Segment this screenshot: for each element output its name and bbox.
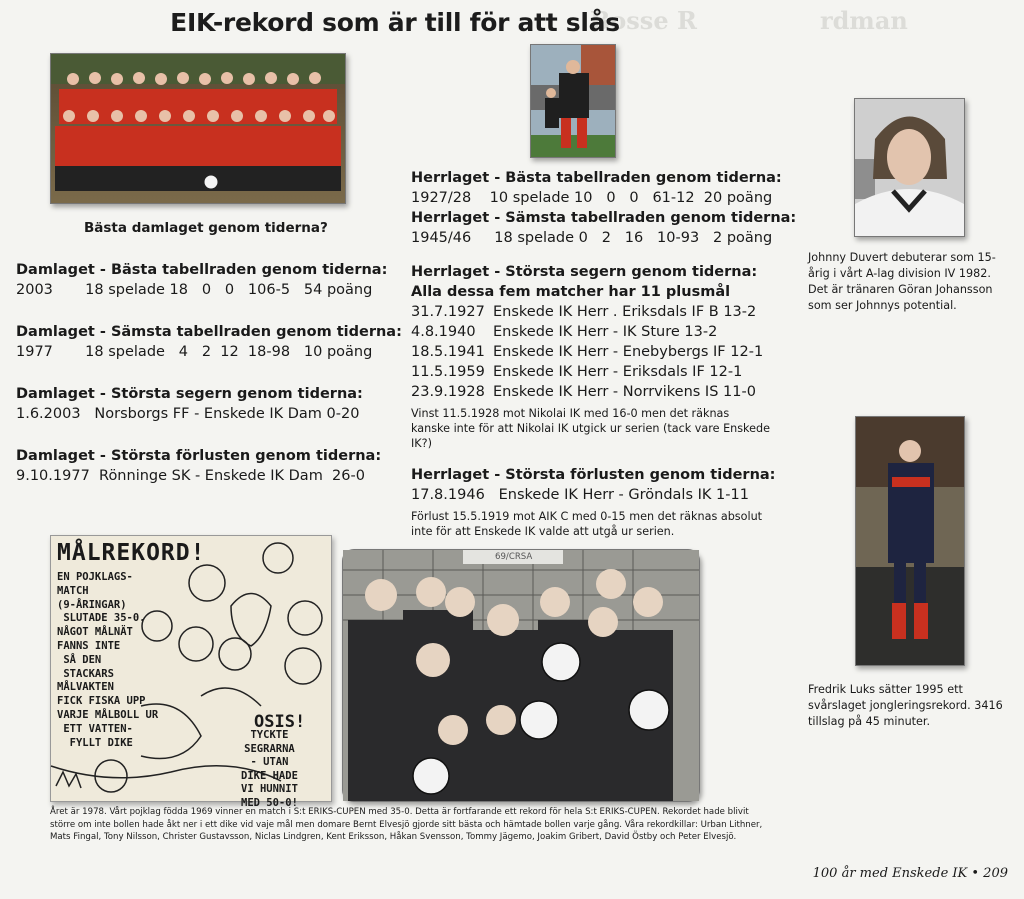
page-footer: 100 år med Enskede IK • 209 (812, 866, 1008, 881)
win-date: 18.5.1941 (411, 344, 485, 360)
list-item (411, 302, 791, 322)
mens-records (411, 168, 797, 539)
mens-worst-heading: Herrlaget - Sämsta tabellraden genom tiderna: (411, 210, 797, 226)
bottom-caption: Året är 1978. Vårt pojklag födda 1969 vinner en match i S:t ERIKS-CUPEN med 35-0. Detta är fortfarande ett rekord för hela S:t ERIKS-CUPEN. Rekordet hade blivit större om inte bollen hade åkt ner i ett dike vid vaje mål men domare Bernt Elvesjö gjorde sitt bästa och hämtade bollen varje gång. Våra rekordkillar: Urban Lithner, Mats Fingal, Tony Nilsson, Christer Gustavsson, Niclas Lindgren, Kent Eriksson, Håkan Svensson, Tommy Jägemo, Joakim Gribert, David Östby och Peter Elvesjö. (50, 807, 763, 842)
cartoon-speech: TYCKTE SEGRARNA - UTAN DIKE HADE VI HUNNIT MED 50-0! (241, 729, 298, 809)
womens-biggest-win (16, 384, 376, 424)
mens-win-heading: Herrlaget - Största segern genom tiderna: (411, 264, 758, 280)
mens-worst-row: 1945/46 18 spelade 0 2 16 10-93 2 poäng (411, 230, 773, 246)
womens-win-row: 1.6.2003 Norsborgs FF - Enskede IK Dam 0-20 (16, 406, 360, 422)
win-match: Enskede IK Herr - Norrvikens IS 11-0 (493, 384, 756, 400)
womens-worst-row: 1977 18 spelade 4 2 12 18-98 10 poäng (16, 344, 373, 360)
win-match: Enskede IK Herr - IK Sture 13-2 (493, 324, 718, 340)
mens-best-row: 1927/28 10 spelade 10 0 0 61-12 20 poäng (411, 190, 773, 206)
mens-win-subheading: Alla dessa fem matcher har 11 plusmål (411, 284, 731, 300)
mens-best-heading: Herrlaget - Bästa tabellraden genom tiderna: (411, 170, 782, 186)
page-title: EIK-rekord som är till för att slås (170, 8, 620, 37)
win-date: 31.7.1927 (411, 304, 485, 320)
fredrik-caption: Fredrik Luks sätter 1995 ett svårslaget jongleringsrekord. 3416 tillslag på 45 minuter. (808, 683, 1003, 728)
win-match: Enskede IK Herr - Enebybergs IF 12-1 (493, 344, 764, 360)
cartoon-text: EN POJKLAGS- MATCH (9-ÅRINGAR) SLUTADE 35-0. NÅGOT MÅLNÄT FANNS INTE SÅ DEN STACKARS MÅLVAKTEN FICK FISKA UPP VARJE MÅLBOLL UR ETT VATTEN- FYLLT DIKE (57, 571, 159, 749)
johnny-duvert-photo (854, 98, 965, 237)
ghost-text-right: rdman (820, 6, 908, 35)
mens-loss-note: Förlust 15.5.1919 mot AIK C med 0-15 men det räknas absolut inte för att Enskede IK valde att utgå ur serien. (411, 510, 763, 538)
womens-win-heading: Damlaget - Största segern genom tiderna: (16, 386, 363, 402)
team-photo-label: 69/CRSA (495, 552, 533, 562)
womens-loss-row: 9.10.1977 Rönninge SK - Enskede IK Dam 26-0 (16, 468, 365, 484)
malrekord-cartoon (50, 535, 332, 809)
cartoon-title: MÅLREKORD! (57, 540, 206, 566)
womens-team-photo (50, 53, 346, 204)
mens-win-list (411, 302, 791, 402)
womens-worst-heading: Damlaget - Sämsta tabellraden genom tiderna: (16, 324, 402, 340)
womens-best-heading: Damlaget - Bästa tabellraden genom tiderna: (16, 262, 388, 278)
womens-photo-caption: Bästa damlaget genom tiderna? (84, 220, 328, 236)
list-item (411, 382, 791, 402)
womens-best-row: 2003 18 spelade 18 0 0 106-5 54 poäng (16, 282, 373, 298)
womens-records (16, 260, 402, 486)
mens-win-note: Vinst 11.5.1928 mot Nikolai IK med 16-0 men det räknas kanske inte för att Nikolai IK utgick ur serien (tack vare Enskede IK?) (411, 407, 771, 450)
win-date: 23.9.1928 (411, 384, 485, 400)
johnny-caption: Johnny Duvert debuterar som 15-årig i vårt A-lag division IV 1982. Det är tränaren Göran Johansson som ser Johnnys potential. (808, 251, 996, 312)
mens-loss-row: 17.8.1946 Enskede IK Herr - Gröndals IK 1-11 (411, 487, 749, 503)
boys-team-photo (342, 549, 700, 802)
win-match: Enskede IK Herr - Eriksdals IF 12-1 (493, 364, 743, 380)
win-date: 4.8.1940 (411, 324, 476, 340)
womens-worst (16, 322, 402, 362)
list-item (411, 342, 791, 362)
win-date: 11.5.1959 (411, 364, 485, 380)
womens-loss-heading: Damlaget - Största förlusten genom tiderna: (16, 448, 382, 464)
ghost-text-left: Bosse R (590, 6, 697, 35)
womens-best (16, 260, 388, 300)
list-item (411, 362, 791, 382)
win-match: Enskede IK Herr . Eriksdals IF B 13-2 (493, 304, 757, 320)
mens-celebration-photo (530, 44, 616, 158)
list-item (411, 322, 791, 342)
womens-biggest-loss (16, 446, 382, 486)
mens-loss-heading: Herrlaget - Största förlusten genom tiderna: (411, 467, 776, 483)
fredrik-luks-photo (855, 416, 965, 666)
cartoon-osis: OSIS! (254, 712, 306, 732)
